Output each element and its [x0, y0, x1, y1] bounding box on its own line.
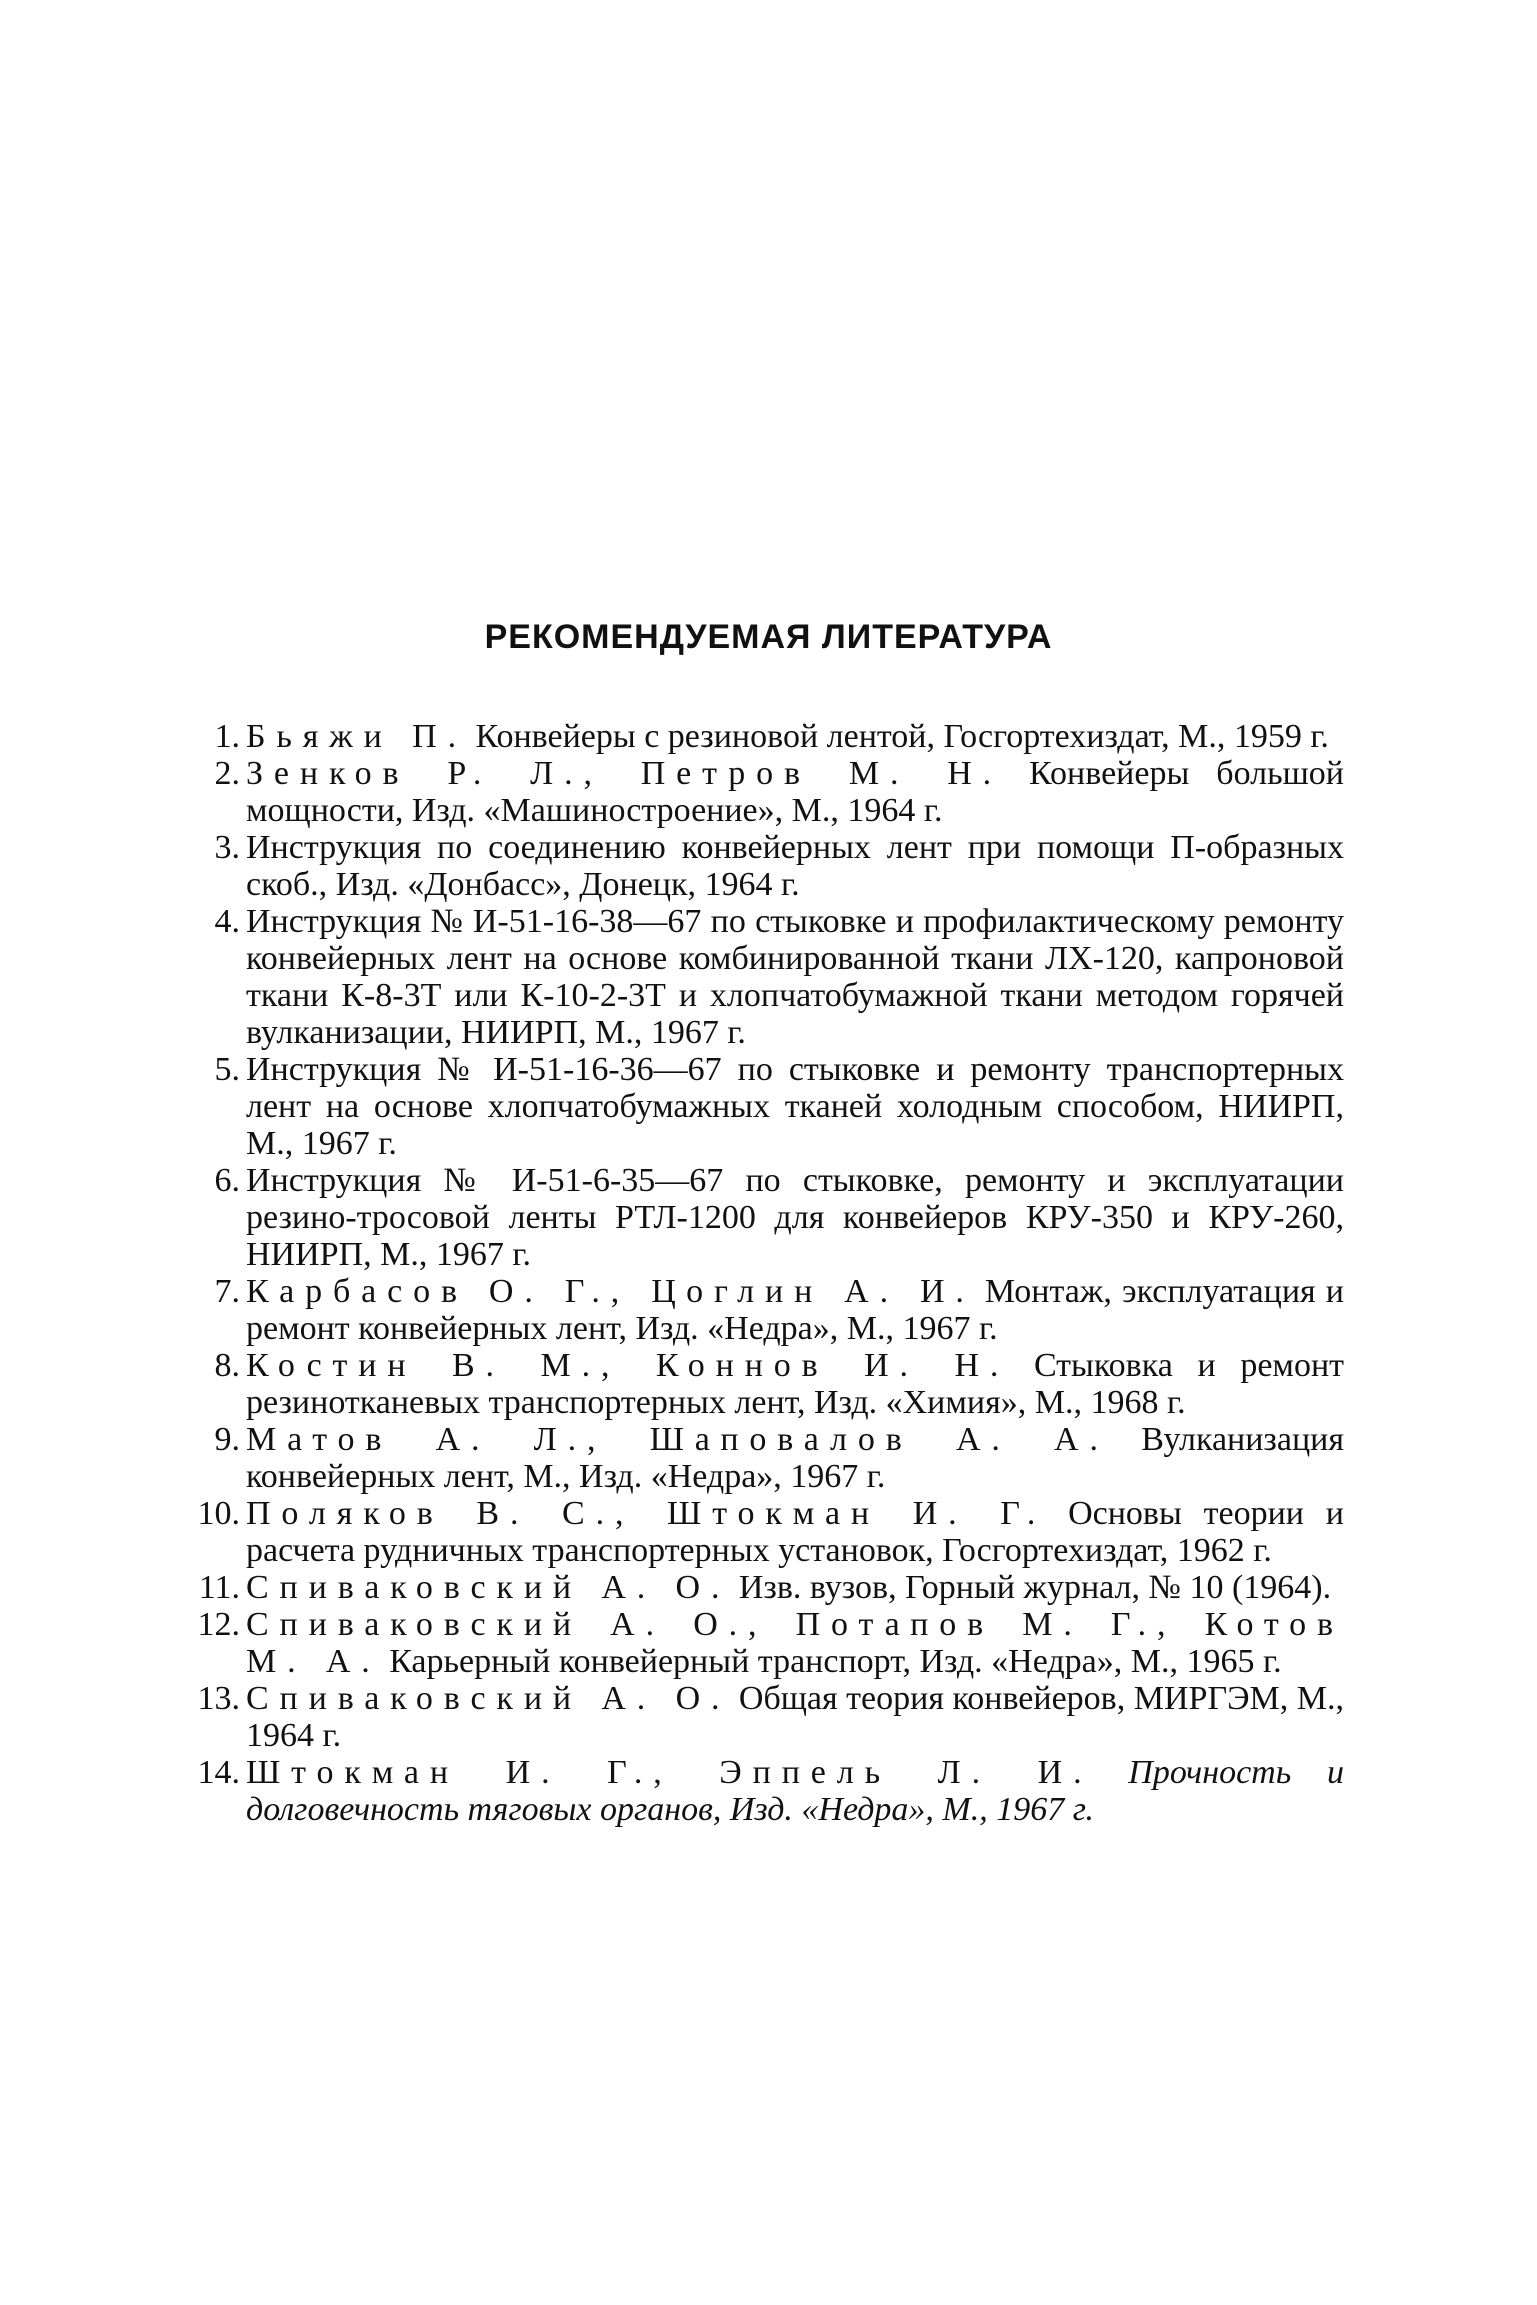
reference-number: 7.	[214, 1273, 240, 1310]
reference-item	[194, 1162, 1344, 1273]
reference-text: Общая теория конвейеров, МИРГЭМ, М., 1964 г.	[246, 1680, 1345, 1754]
reference-number: 1.	[214, 718, 240, 755]
reference-authors: Спиваковский А. О.	[246, 1680, 731, 1717]
reference-number: 10.	[197, 1495, 240, 1532]
reference-item	[194, 1754, 1344, 1828]
reference-text: Конвейеры большой мощности, Изд. «Машиностроение», М., 1964 г.	[246, 755, 1344, 829]
reference-number: 3.	[214, 829, 240, 866]
reference-item	[194, 1680, 1344, 1754]
reference-number: 9.	[214, 1421, 240, 1458]
reference-number: 13.	[197, 1680, 240, 1717]
reference-item	[194, 1569, 1344, 1606]
reference-text: Карьерный конвейерный транспорт, Изд. «Недра», М., 1965 г.	[380, 1643, 1282, 1680]
reference-number: 2.	[214, 755, 240, 792]
reference-item	[194, 1606, 1344, 1680]
page-title: РЕКОМЕНДУЕМАЯ ЛИТЕРАТУРА	[484, 618, 1053, 656]
reference-text: Изв. вузов, Горный журнал, № 10 (1964).	[730, 1569, 1332, 1606]
reference-item	[194, 1495, 1344, 1569]
reference-number: 6.	[214, 1162, 240, 1199]
reference-text: Прочность и долговечность тяговых органов, Изд. «Недра», М., 1967 г.	[246, 1754, 1344, 1828]
reference-number: 8.	[214, 1347, 240, 1384]
reference-item	[194, 1421, 1344, 1495]
reference-item	[194, 1273, 1344, 1347]
reference-authors: Поляков В. С., Штокман И. Г.	[246, 1495, 1047, 1532]
reference-authors: Матов А. Л., Шаповалов А. А.	[246, 1421, 1109, 1458]
reference-item	[194, 829, 1344, 903]
reference-item	[194, 1347, 1344, 1421]
reference-text: Вулканизация конвейерных лент, М., Изд. «Недра», 1967 г.	[246, 1421, 1344, 1495]
reference-authors: Костин В. М., Коннов И. Н.	[246, 1347, 1010, 1384]
reference-item	[194, 755, 1344, 829]
reference-text: Основы теории и расчета рудничных транспортерных установок, Госгортехиздат, 1962 г.	[246, 1495, 1344, 1569]
reference-item	[194, 903, 1344, 1051]
reference-authors: Штокман И. Г., Эппель Л. И.	[246, 1754, 1093, 1791]
reference-authors: Спиваковский А. О.	[246, 1569, 731, 1606]
reference-list	[194, 718, 1344, 1828]
reference-number: 11.	[198, 1569, 240, 1606]
reference-item	[194, 1051, 1344, 1162]
reference-text: Стыковка и ремонт резинотканевых транспортерных лент, Изд. «Химия», М., 1968 г.	[246, 1347, 1344, 1421]
reference-text: Инструкция по соединению конвейерных лент при помощи П-образных скоб., Изд. «Донбасс», Донецк, 1964 г.	[246, 829, 1344, 903]
reference-authors: Бьяжи П.	[246, 718, 467, 755]
reference-text: Инструкция № И-51-6-35—67 по стыковке, ремонту и эксплуатации резино-тросовой ленты РТЛ-1200 для конвейеров КРУ-350 и КРУ-260, НИИРП, М., 1967 г.	[246, 1162, 1344, 1273]
reference-number: 14.	[197, 1754, 240, 1791]
reference-text: Инструкция № И-51-16-38—67 по стыковке и профилактическому ремонту конвейерных лент на основе комбинированной ткани ЛХ-120, капроновой ткани К-8-3Т или К-10-2-3Т и хлопчатобумажной ткани методом горячей вулканизации, НИИРП, М., 1967 г.	[246, 903, 1344, 1051]
reference-text: Конвейеры с резиновой лентой, Госгортехиздат, М., 1959 г.	[466, 718, 1329, 755]
reference-text: Монтаж, эксплуатация и ремонт конвейерных лент, Изд. «Недра», М., 1967 г.	[246, 1273, 1344, 1347]
reference-number: 4.	[214, 903, 240, 940]
reference-authors: Спиваковский А. О., Потапов М. Г., Котов М. А.	[246, 1606, 1344, 1680]
reference-text: Инструкция № И-51-16-36—67 по стыковке и ремонту транспортерных лент на основе хлопчатобумажных тканей холодным способом, НИИРП, М., 1967 г.	[246, 1051, 1344, 1162]
reference-number: 12.	[197, 1606, 240, 1643]
reference-number: 5.	[214, 1051, 240, 1088]
reference-authors: Зенков Р. Л., Петров М. Н.	[246, 755, 1003, 792]
reference-authors: Карбасов О. Г., Цоглин А. И.	[246, 1273, 975, 1310]
reference-item	[194, 718, 1344, 755]
